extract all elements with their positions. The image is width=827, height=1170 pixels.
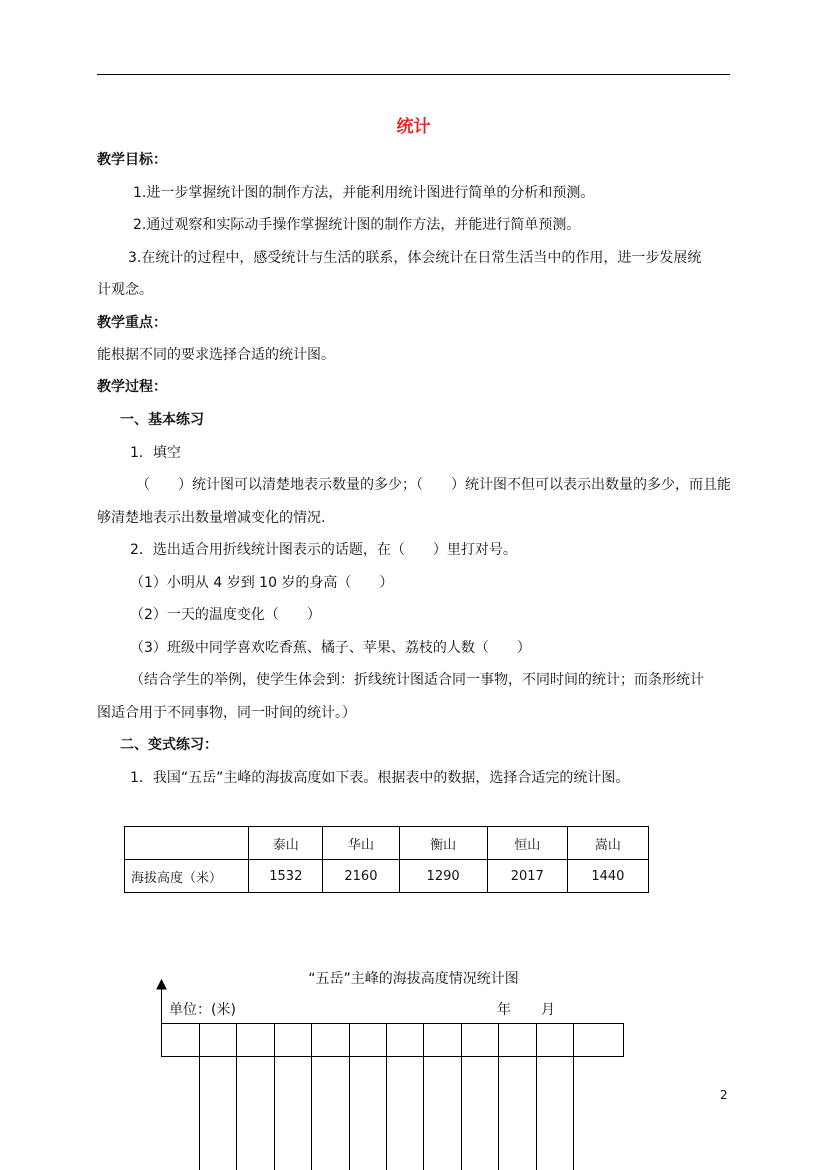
chart-title: “五岳”主峰的海拔高度情况统计图: [308, 971, 519, 987]
page-number: 2: [720, 1088, 728, 1102]
table-row-label: 海拔高度（米）: [125, 860, 249, 893]
exercise-1-text: （ ）统计图可以清楚地表示数量的多少；（ ）统计图不但可以表示出数量的多少，而且能: [136, 477, 731, 493]
subsection-basic-practice: 一、基本练习: [120, 412, 204, 428]
exercise-2-item-2: （2）一天的温度变化（ ）: [130, 607, 321, 623]
focus-text: 能根据不同的要求选择合适的统计图。: [97, 347, 335, 363]
exercise-2-item-3: （3）班级中同学喜欢吃香蕉、橘子、苹果、荔枝的人数（ ）: [130, 640, 531, 656]
objective-2: 2.通过观察和实际动手操作掌握统计图的制作方法，并能进行简单预测。: [133, 217, 581, 233]
objective-3-continued: 计观念。: [97, 282, 153, 298]
section-heading-focus: 教学重点：: [97, 315, 167, 331]
section-heading-process: 教学过程：: [97, 379, 167, 395]
exercise-2-item-1: （1）小明从 4 岁到 10 岁的身高（ ）: [130, 575, 394, 591]
table-cell: 1532: [249, 860, 323, 893]
table-header-cell: 泰山: [249, 827, 323, 860]
table-cell: 2160: [323, 860, 399, 893]
document-title: 统计: [396, 117, 431, 137]
chart-year-label: 年: [497, 1002, 511, 1018]
note-text-continued: 图适合用于不同事物，同一时间的统计。）: [97, 705, 356, 721]
table-header-cell: 嵩山: [567, 827, 648, 860]
chart-month-label: 月: [541, 1002, 555, 1018]
objective-3: 3.在统计的过程中，感受统计与生活的联系，体会统计在日常生活当中的作用，进一步发展统: [128, 250, 702, 266]
section-heading-objectives: 教学目标：: [97, 152, 167, 168]
table-header-cell: 衡山: [399, 827, 487, 860]
exercise-1-text-continued: 够清楚地表示出数量增减变化的情况.: [97, 510, 326, 526]
table-cell: 1290: [399, 860, 487, 893]
exercise-1-heading: 1．填空: [130, 445, 181, 461]
table-cell: 1440: [567, 860, 648, 893]
chart-unit-label: 单位：(米): [169, 1002, 236, 1018]
table-cell: 2017: [487, 860, 567, 893]
objective-1: 1.进一步掌握统计图的制作方法，并能利用统计图进行简单的分析和预测。: [133, 185, 595, 201]
y-axis-arrow-icon: [157, 980, 166, 989]
table-header-cell: 华山: [323, 827, 399, 860]
table-header-cell: 恒山: [487, 827, 567, 860]
variant-exercise-1: 1．我国“五岳”主峰的海拔高度如下表。根据表中的数据，选择合适完的统计图。: [130, 770, 630, 786]
note-text: （结合学生的举例，使学生体会到：折线统计图适合同一事物，不同时间的统计；而条形统计: [130, 672, 704, 688]
subsection-variant-practice: 二、变式练习：: [120, 737, 218, 753]
exercise-2-heading: 2．选出适合用折线统计图表示的话题，在（ ）里打对号。: [130, 542, 517, 558]
